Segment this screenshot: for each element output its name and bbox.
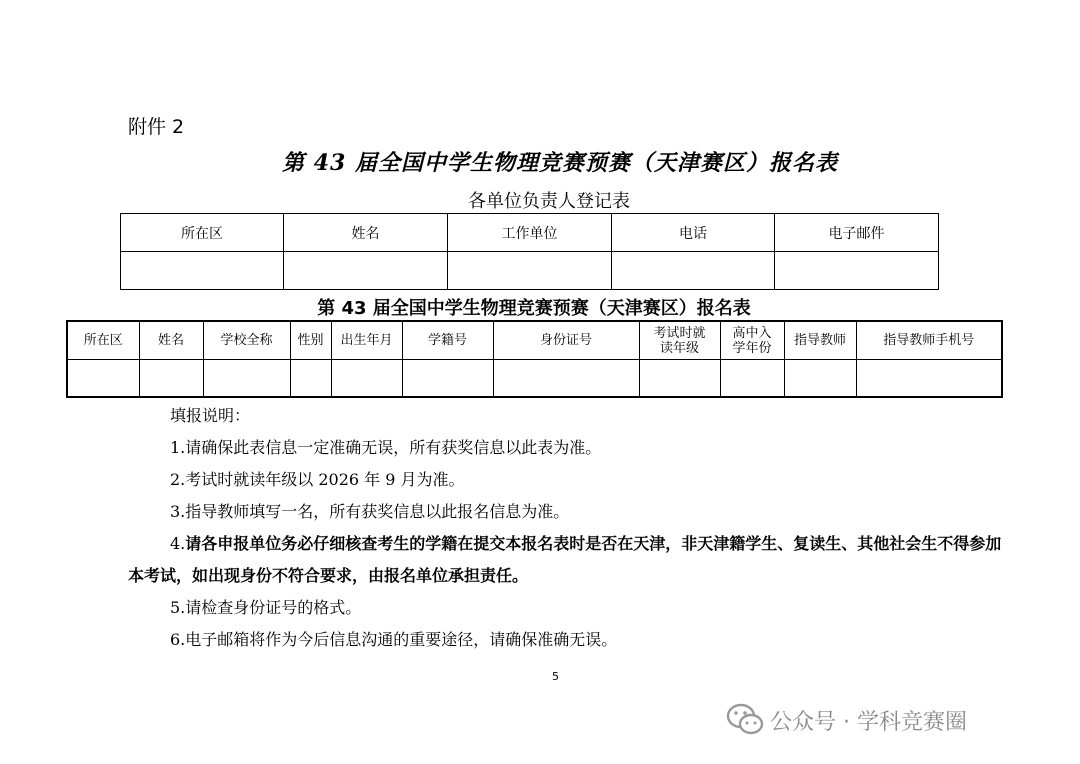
subtitle-registration-form: 第 43 届全国中学生物理竞赛预赛（天津赛区）报名表 [317, 298, 751, 319]
header-cell: 考试时就读年级 [639, 321, 720, 360]
header-cell: 电子邮件 [775, 214, 939, 252]
table-cell [284, 252, 448, 290]
table-cell [121, 252, 284, 290]
wechat-icon [726, 703, 764, 737]
attachment-label: 附件 2 [128, 116, 185, 138]
table-cell [639, 360, 720, 398]
instruction-item: 6.电子邮箱将作为今后信息沟通的重要途径，请确保准确无误。 [170, 630, 618, 649]
table-cell [331, 360, 402, 398]
instruction-bold-text: 请各申报单位务必仔细核查考生的学籍在提交本报名表时是否在天津，非天津籍学生、复读生、其他社会生不得参加本考试，如出现身份不符合要求，由报名单位承担责任。 [128, 534, 1002, 585]
instruction-item: 3.指导教师填写一名，所有获奖信息以此报名信息为准。 [170, 502, 570, 521]
header-cell: 性别 [290, 321, 331, 360]
instruction-item-bold [128, 528, 1008, 592]
header-cell: 出生年月 [331, 321, 402, 360]
header-cell: 高中入学年份 [720, 321, 784, 360]
table-row [121, 252, 939, 290]
table-cell [402, 360, 493, 398]
main-title: 第 43 届全国中学生物理竞赛预赛（天津赛区）报名表 [282, 150, 838, 176]
registration-table [66, 320, 1003, 398]
instruction-item: 2.考试时就读年级以 2026 年 9 月为准。 [170, 470, 465, 489]
header-cell: 姓名 [139, 321, 203, 360]
header-cell: 学籍号 [402, 321, 493, 360]
table-cell [856, 360, 1002, 398]
table-cell [784, 360, 856, 398]
instruction-item: 5.请检查身份证号的格式。 [170, 598, 362, 617]
header-cell: 学校全称 [203, 321, 290, 360]
table-row [67, 360, 1002, 398]
table-cell [775, 252, 939, 290]
instruction-number: 4. [170, 534, 186, 553]
header-cell: 所在区 [121, 214, 284, 252]
header-cell: 指导教师手机号 [856, 321, 1002, 360]
responsible-person-table [120, 213, 939, 290]
table-cell [139, 360, 203, 398]
table-header-row [121, 214, 939, 252]
filling-instructions [128, 400, 1008, 656]
table-header-row [67, 321, 1002, 360]
instructions-heading: 填报说明： [170, 406, 251, 425]
page-number: 5 [552, 670, 559, 683]
header-cell: 电话 [612, 214, 775, 252]
table-cell [612, 252, 775, 290]
watermark [726, 703, 967, 737]
header-cell: 指导教师 [784, 321, 856, 360]
table-cell [493, 360, 639, 398]
table-cell [448, 252, 612, 290]
table-cell [290, 360, 331, 398]
watermark-text: 公众号 · 学科竞赛圈 [770, 709, 967, 735]
header-cell: 工作单位 [448, 214, 612, 252]
header-cell: 身份证号 [493, 321, 639, 360]
header-cell: 姓名 [284, 214, 448, 252]
instruction-item: 1.请确保此表信息一定准确无误，所有获奖信息以此表为准。 [170, 438, 602, 457]
table-cell [67, 360, 139, 398]
table-cell [720, 360, 784, 398]
subtitle-responsible-registration: 各单位负责人登记表 [468, 191, 630, 212]
table-cell [203, 360, 290, 398]
header-cell: 所在区 [67, 321, 139, 360]
